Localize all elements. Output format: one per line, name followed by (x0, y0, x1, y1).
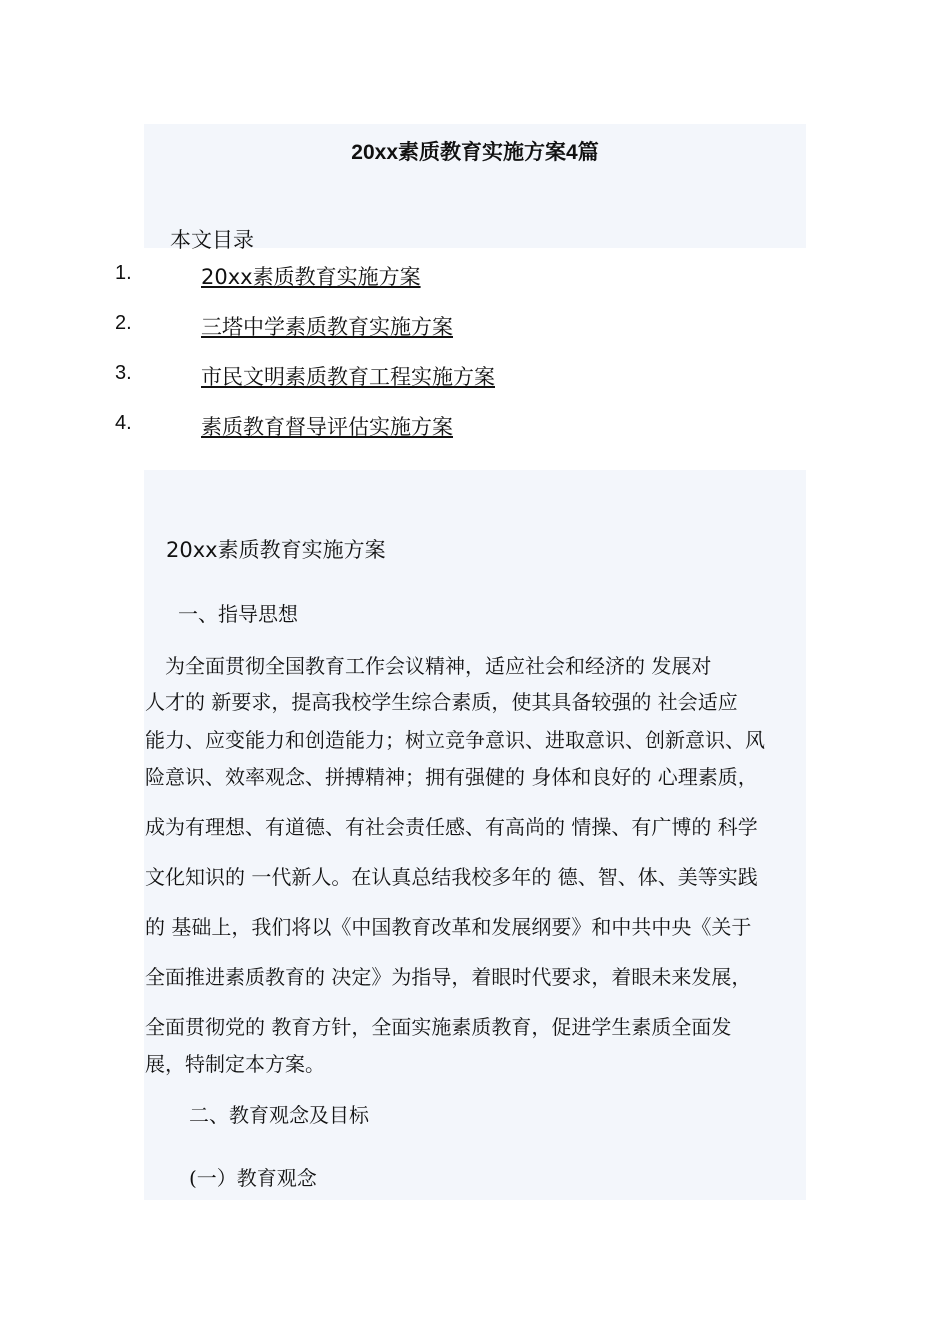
paragraph-line: 全面推进素质教育的 决定》为指导，着眼时代要求，着眼未来发展， (145, 965, 752, 989)
toc-item-number: 1. (115, 262, 132, 284)
heading-education-concepts: 二、教育观念及目标 (189, 1103, 369, 1127)
paragraph-line: 的 基础上，我们将以《中国教育改革和发展纲要》和中共中央《关于 (145, 915, 752, 939)
document-title: 20xx素质教育实施方案4篇 (351, 141, 599, 164)
toc-link-3[interactable]: 市民文明素质教育工程实施方案 (201, 365, 495, 389)
paragraph-line: 险意识、效率观念、拼搏精神；拥有强健的 身体和良好的 心理素质， (145, 765, 758, 789)
paragraph-line: 文化知识的 一代新人。在认真总结我校多年的 德、智、体、美等实践 (145, 865, 758, 889)
paragraph-line: 全面贯彻党的 教育方针，全面实施素质教育，促进学生素质全面发 (145, 1015, 732, 1039)
subheading-education-concept: (一）教育观念 (189, 1166, 317, 1190)
toc-link-2[interactable]: 三塔中学素质教育实施方案 (201, 315, 453, 339)
toc-item-number: 4. (115, 412, 132, 434)
toc-item-number: 2. (115, 312, 132, 334)
paragraph-line: 能力、应变能力和创造能力；树立竞争意识、进取意识、创新意识、风 (145, 728, 765, 752)
toc-heading: 本文目录 (170, 228, 254, 252)
section-title: 20xx素质教育实施方案 (166, 538, 386, 562)
toc-link-1[interactable]: 20xx素质教育实施方案 (201, 265, 421, 289)
paragraph-line: 为全面贯彻全国教育工作会议精神，适应社会和经济的 发展对 (145, 654, 712, 678)
toc-link-4[interactable]: 素质教育督导评估实施方案 (201, 415, 453, 439)
toc-item-number: 3. (115, 362, 132, 384)
paragraph-line: 人才的 新要求，提高我校学生综合素质，使其具备较强的 社会适应 (145, 690, 738, 714)
heading-guiding-ideology: 一、指导思想 (178, 602, 298, 626)
paragraph-line: 成为有理想、有道德、有社会责任感、有高尚的 情操、有广博的 科学 (145, 815, 758, 839)
paragraph-line: 展，特制定本方案。 (145, 1052, 325, 1076)
